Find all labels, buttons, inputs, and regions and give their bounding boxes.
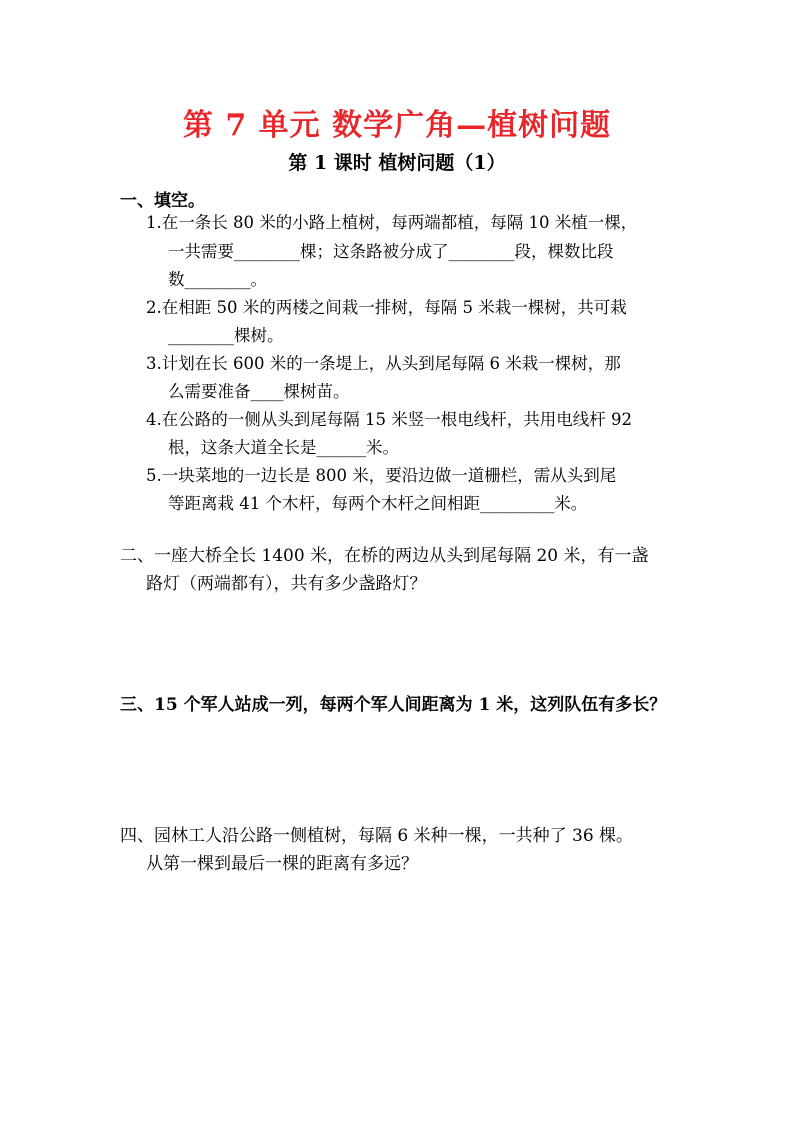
q1-line-3: 数________。: [168, 270, 267, 289]
q5-line-1: 5.一块菜地的一边长是 800 米，要沿边做一道栅栏，需从头到尾: [146, 466, 617, 485]
section-4-line-2: 从第一棵到最后一棵的距离有多远？: [146, 854, 418, 874]
page-subtitle: 第 1 课时 植树问题（1）: [288, 152, 506, 174]
section-1-label: 一、填空。: [120, 191, 205, 211]
section-4-line-1: 四、园林工人沿公路一侧植树，每隔 6 米种一棵，一共种了 36 棵。: [120, 826, 634, 846]
q5-line-2: 等距离栽 41 个木杆，每两个木杆之间相距_________米。: [168, 494, 588, 513]
q2-line-2: ________棵树。: [168, 326, 284, 345]
section-3-line-1: 三、15 个军人站成一列，每两个军人间距离为 1 米，这列队伍有多长？: [120, 695, 667, 715]
q1-line-2: 一共需要________棵；这条路被分成了________段，棵数比段: [168, 242, 614, 261]
q3-line-1: 3.计划在长 600 米的一条堤上，从头到尾每隔 6 米栽一棵树，那: [146, 354, 621, 373]
q3-line-2: 么需要准备____棵树苗。: [168, 382, 350, 401]
section-2-line-2: 路灯（两端都有），共有多少盏路灯？: [146, 574, 427, 594]
q2-line-1: 2.在相距 50 米的两楼之间栽一排树，每隔 5 米栽一棵树，共可栽: [146, 298, 627, 317]
q4-line-1: 4.在公路的一侧从头到尾每隔 15 米竖一根电线杆，共用电线杆 92: [146, 410, 632, 429]
q4-line-2: 根，这条大道全长是______米。: [168, 438, 399, 457]
q1-line-1: 1.在一条长 80 米的小路上植树，每两端都植，每隔 10 米植一棵，: [146, 213, 638, 232]
section-2-line-1: 二、一座大桥全长 1400 米，在桥的两边从头到尾每隔 20 米，有一盏: [120, 546, 649, 566]
page-title: 第 7 单元 数学广角—植树问题: [182, 108, 612, 143]
